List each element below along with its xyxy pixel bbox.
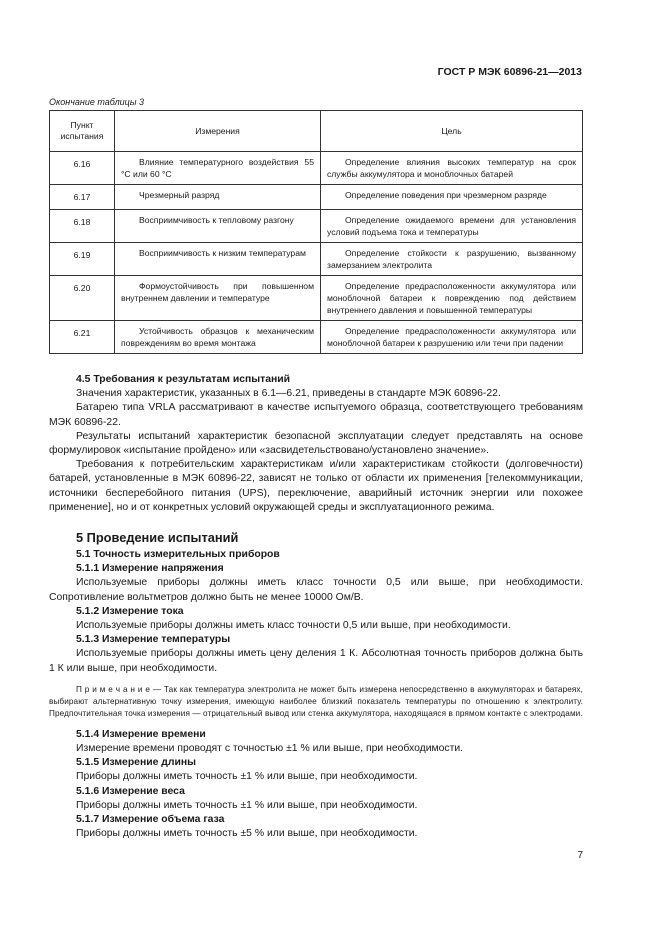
paragraph: Результаты испытаний характеристик безопасной эксплуатации следует представлять на основе формулировок «испытание пройдено» или «засвидетельствовано/установлено значение». — [49, 430, 583, 457]
table-caption: Окончание таблицы 3 — [49, 97, 144, 107]
cell-goal: Определение предрасположенности аккумулятора или моноблочной батареи к разрушению или течи при падении — [327, 326, 576, 348]
cell-measure: Восприимчивость к тепловому разгону — [139, 215, 294, 225]
cell-measure: Формоустойчивость при повышенном внутреннем давлении и температуре — [121, 281, 314, 303]
subsection-heading: 5.1.3 Измерение температуры — [76, 634, 231, 646]
paragraph: Используемые приборы должны иметь класс точности 0,5 или выше, при необходимости. Сопротивление вольтметров должно быть не менее 10000 Ом/В. — [49, 577, 583, 603]
table-row — [50, 321, 583, 354]
subsection-heading: 5.1.7 Измерение объема газа — [76, 814, 225, 826]
paragraph: Используемые приборы должны иметь цену деления 1 К. Абсолютная точность приборов должна быть 1 К или выше, при необходимости. — [49, 648, 583, 674]
paragraph: Приборы должны иметь точность ±5 % или выше, при необходимости. — [76, 828, 418, 840]
note-block — [49, 684, 583, 720]
col-header-goal: Цель — [321, 111, 583, 152]
cell-measure: Влияние температурного воздействия 55 °С или 60 °С — [121, 157, 314, 179]
cell-num: 6.17 — [50, 185, 115, 210]
table-row — [50, 185, 583, 210]
section-4-5 — [49, 373, 583, 515]
paragraph: Батарею типа VRLA рассматривают в качестве испытуемого образца, соответствующего требованиям МЭК 60896-22. — [49, 402, 583, 428]
paragraph: Используемые приборы должны иметь класс точности 0,5 или выше, при необходимости. — [76, 620, 511, 632]
table-row — [50, 152, 583, 185]
subsection-heading: 5.1.6 Измерение веса — [76, 785, 185, 797]
subsection-heading: 5.1.1 Измерение напряжения — [76, 563, 224, 575]
cell-goal: Определение влияния высоких температур на срок службы аккумулятора и моноблочных батарей — [327, 157, 576, 179]
cell-measure: Чрезмерный разряд — [139, 190, 220, 200]
cell-num: 6.16 — [50, 152, 115, 185]
table-header-row — [50, 111, 583, 152]
subsection-heading: 5.1 Точность измерительных приборов — [76, 549, 280, 560]
cell-num: 6.21 — [50, 321, 115, 354]
table-row — [50, 243, 583, 276]
page-number: 7 — [577, 850, 583, 861]
cell-measure: Устойчивость образцов к механическим повреждениям во время монтажа — [121, 326, 314, 348]
col-header-num: Пункт испытания — [50, 111, 115, 152]
table-row — [50, 210, 583, 243]
paragraph: Значения характеристик, указанных в 6.1—6.21, приведены в стандарте МЭК 60896-22. — [76, 388, 501, 400]
subsection-heading: 5.1.5 Измерение длины — [76, 757, 197, 769]
cell-measure: Восприимчивость к низким температурам — [139, 248, 306, 258]
subsection-heading: 5.1.2 Измерение тока — [76, 605, 184, 617]
paragraph: Приборы должны иметь точность ±1 % или выше, при необходимости. — [76, 771, 418, 783]
col-header-measure: Измерения — [115, 111, 321, 152]
table-row — [50, 276, 583, 321]
cell-num: 6.18 — [50, 210, 115, 243]
cell-goal: Определение поведения при чрезмерном разряде — [345, 190, 547, 200]
document-header: ГОСТ Р МЭК 60896-21—2013 — [437, 66, 582, 78]
results-table — [49, 110, 583, 354]
cell-goal: Определение ожидаемого времени для установления условий подъема тока и температуры — [327, 215, 576, 237]
cell-num: 6.20 — [50, 276, 115, 321]
paragraph: Измерение времени проводят с точностью ±1 % или выше, при необходимости. — [76, 743, 464, 755]
paragraph: Приборы должны иметь точность ±1 % или выше, при необходимости. — [76, 799, 418, 811]
cell-num: 6.19 — [50, 243, 115, 276]
cell-goal: Определение стойкости к разрушению, вызванному замерзанием электролита — [327, 248, 576, 270]
note-text: П р и м е ч а н и е — Так как температура электролита не может быть измерена непосредственно в аккумуляторах и батареях, выбирают альтернативную точку измерения, имеющую наиболее близкий показатель температуры по отношению к электролиту. Предпочтительная точка измерения — отрицательный вывод или стенка аккумулятора, находящаяся в прямом контакте с электродами. — [49, 684, 583, 718]
section-5-1 — [49, 548, 583, 841]
subsection-heading: 5.1.4 Измерение времени — [76, 728, 206, 740]
section-5-title: 5 Проведение испытаний — [76, 530, 239, 545]
section-heading: 4.5 Требования к результатам испытаний — [76, 374, 291, 385]
paragraph: Требования к потребительским характеристикам и/или характеристикам стойкости (долговечности) батарей, установленные в МЭК 60896-22, зависят не только от области их применения [телекоммуникации, источники бесперебойного питания (UPS), переключение, аварийный источник энергии или похожее применение], но и от конкретных условий окружающей среды и эксплуатационного режима. — [49, 459, 583, 513]
cell-goal: Определение предрасположенности аккумулятора или моноблочной батареи к повреждению под действием внутреннего давления и повышенной температуры — [327, 281, 576, 315]
